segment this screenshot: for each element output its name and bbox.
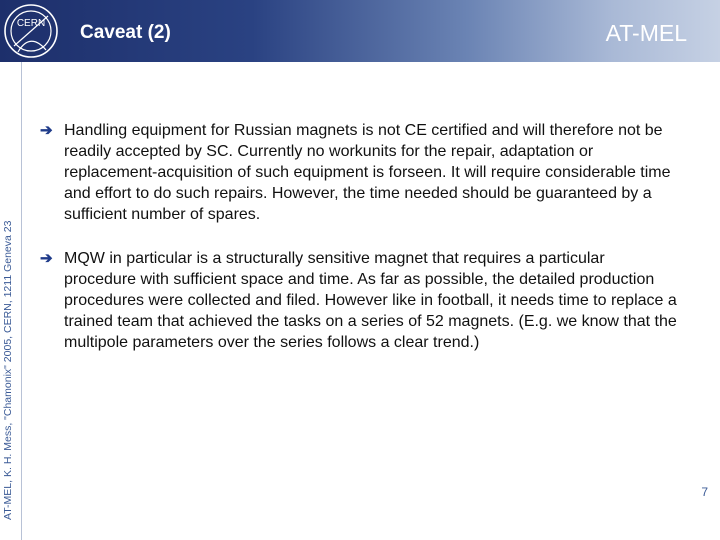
double-arrow-right-icon: ➔: [40, 122, 53, 139]
page-title: Caveat (2): [80, 22, 171, 43]
logo-text: CERN: [16, 18, 46, 29]
page-number: 7: [701, 485, 708, 499]
cern-logo-icon: [2, 2, 60, 60]
sidebar-footer-text: AT-MEL, K. H. Mess, "Chamonix" 2005, CERN, 1211 Geneva 23: [2, 220, 14, 520]
bullet-text: MQW in particular is a structurally sensitive magnet that requires a particular procedure with sufficient space and time. As far as possible, the detailed production procedures were collected and filed. However like in football, it needs time to replace a trained team that achieved the tasks on a series of 52 magnets. (E.g. we know that the multipole parameters over the series follows a clear trend.): [64, 250, 677, 351]
bullet-text: Handling equipment for Russian magnets is not CE certified and will therefore not be readily accepted by SC. Currently no workunits for the repair, adaptation or replacement-acquisition of such equipment is forseen. It will require considerable time and effort to do such repairs. However, the time needed should be guaranteed by a sufficient number of spares.: [64, 122, 671, 223]
bullet-item: [40, 120, 680, 225]
bullet-item: [40, 248, 680, 353]
double-arrow-right-icon: ➔: [40, 250, 53, 267]
header-banner: [0, 0, 720, 62]
bullet-list: [40, 120, 680, 376]
sidebar-divider: [21, 62, 22, 540]
brand-label: AT-MEL: [605, 20, 687, 46]
